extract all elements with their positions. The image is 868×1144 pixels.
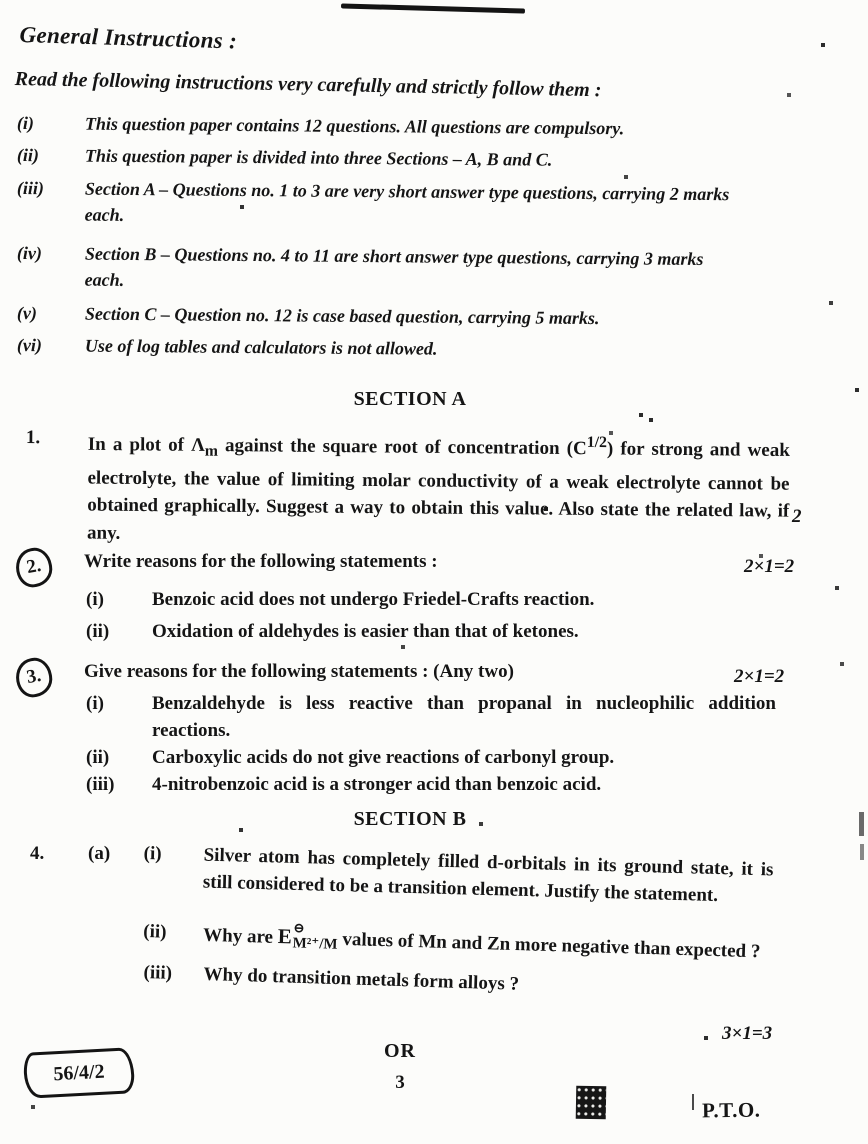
scan-artifact-line bbox=[341, 3, 525, 13]
sub-question bbox=[143, 908, 789, 966]
instruction-text: This question paper is divided into three Sections – A, B and C. bbox=[84, 145, 553, 170]
marks-label: 3×1=3 bbox=[722, 1023, 773, 1044]
instruction-number: (iii) bbox=[16, 177, 44, 199]
sub-question-number: (ii) bbox=[86, 621, 110, 642]
question-text-fragment: values of Mn and Zn more negative than expected ? bbox=[337, 928, 761, 963]
question-text bbox=[87, 425, 790, 553]
section-a-title: SECTION A bbox=[353, 388, 467, 410]
sub-question-text: 4-nitrobenzoic acid is a stronger acid than benzoic acid. bbox=[152, 774, 602, 795]
or-separator: OR bbox=[384, 1040, 416, 1062]
instruction-text: Use of log tables and calculators is not allowed. bbox=[84, 335, 438, 359]
question-part-label: (a) bbox=[88, 843, 111, 864]
concentration-exponent: 1/2 bbox=[586, 433, 608, 452]
scan-edge-mark bbox=[859, 812, 864, 836]
e-symbol: E bbox=[277, 923, 293, 949]
lambda-subscript: m bbox=[204, 442, 218, 460]
circled-question-number: 2. bbox=[13, 545, 55, 590]
electrode-couple-subscript: M²⁺/M bbox=[292, 935, 338, 953]
standard-electrode-potential-formula bbox=[277, 922, 338, 953]
question-number: 1. bbox=[25, 426, 41, 449]
sub-question bbox=[86, 586, 594, 613]
sub-question-text: Why do transition metals form alloys ? bbox=[203, 963, 520, 995]
sub-question-number: (iii) bbox=[143, 961, 173, 984]
general-instructions-title: General Instructions : bbox=[19, 22, 238, 54]
question-stem: Give reasons for the following statements : (Any two) bbox=[84, 661, 514, 682]
question-4-subparts bbox=[142, 840, 789, 995]
instruction-text: This question paper contains 12 questions. All questions are compulsory. bbox=[84, 113, 625, 139]
sub-question-number: (i) bbox=[86, 589, 104, 610]
instruction-number: (ii) bbox=[16, 144, 39, 166]
instruction-number: (iv) bbox=[16, 242, 42, 264]
instruction-number: (i) bbox=[16, 112, 34, 134]
sub-question bbox=[143, 959, 789, 1006]
instruction-item bbox=[17, 300, 745, 332]
sub-question-number: (i) bbox=[86, 693, 104, 714]
question-2 bbox=[22, 548, 438, 587]
instruction-text: Section B – Questions no. 4 to 11 are short answer type questions, carrying 3 marks each. bbox=[84, 243, 704, 290]
sub-question-number: (ii) bbox=[142, 920, 167, 943]
e-symbol-scripts bbox=[292, 922, 338, 952]
lambda-symbol: Λ bbox=[191, 434, 205, 456]
question-number bbox=[22, 548, 84, 587]
sub-question-text: Silver atom has completely filled d-orbitals in its ground state, it is still considered to be a transition element. Justify the statement. bbox=[202, 844, 774, 907]
scan-edge-mark bbox=[860, 844, 864, 860]
sub-question-text: Oxidation of aldehydes is easier than that of ketones. bbox=[152, 621, 579, 642]
instructions-subtitle: Read the following instructions very carefully and strictly follow them : bbox=[14, 68, 602, 102]
question-text-fragment: ) for strong and weak electrolyte, the value of limiting molar conductivity of a weak electrolyte cannot be obtained graphically. Suggest a way to obtain this value. Also state the related law, if any. bbox=[86, 438, 790, 544]
marks-label: 2×1=2 bbox=[744, 556, 795, 577]
sub-question bbox=[86, 744, 614, 771]
instruction-item bbox=[17, 240, 745, 298]
instruction-item bbox=[17, 332, 745, 364]
page-number: 3 bbox=[395, 1072, 405, 1093]
sub-question-text: Carboxylic acids do not give reactions of carbonyl group. bbox=[152, 747, 615, 768]
scan-artifact-dash bbox=[692, 1094, 694, 1110]
instruction-item bbox=[17, 142, 745, 174]
marks-label: 2 bbox=[792, 506, 802, 527]
sub-question-number: (i) bbox=[143, 842, 162, 865]
sub-question-number: (iii) bbox=[86, 774, 115, 795]
instruction-item bbox=[17, 175, 745, 233]
scan-noise-specks bbox=[0, 0, 2, 2]
standard-state-symbol: ⊖ bbox=[292, 921, 306, 937]
sub-question-text: Benzaldehyde is less reactive than propanal in nucleophilic addition reactions. bbox=[152, 693, 776, 741]
pto-label: P.T.O. bbox=[701, 1097, 761, 1123]
sub-question bbox=[86, 618, 579, 645]
marks-label: 2×1=2 bbox=[734, 666, 785, 687]
sub-question bbox=[86, 771, 601, 798]
question-number bbox=[22, 658, 84, 697]
question-number: 4. bbox=[30, 843, 45, 864]
sub-question-text: Benzoic acid does not undergo Friedel-Crafts reaction. bbox=[152, 589, 595, 610]
instruction-item bbox=[17, 110, 745, 142]
section-b-title: SECTION B bbox=[353, 808, 467, 830]
circled-question-number: 3. bbox=[13, 655, 55, 700]
sub-question-number: (ii) bbox=[86, 747, 110, 768]
sub-question bbox=[143, 840, 789, 911]
instruction-text: Section A – Questions no. 1 to 3 are very short answer type questions, carrying 2 marks each. bbox=[84, 178, 730, 225]
question-text-fragment: Why are bbox=[202, 924, 279, 948]
stamp-mark bbox=[576, 1086, 607, 1120]
instruction-number: (vi) bbox=[16, 334, 42, 356]
question-1 bbox=[25, 424, 790, 553]
sub-question bbox=[86, 690, 776, 744]
paper-code-badge: 56/4/2 bbox=[23, 1047, 135, 1099]
instruction-text: Section C – Question no. 12 is case based question, carrying 5 marks. bbox=[84, 303, 600, 329]
question-stem: Write reasons for the following statements : bbox=[84, 551, 438, 572]
sub-question-text bbox=[203, 920, 789, 966]
instruction-number: (v) bbox=[16, 302, 37, 324]
question-text-fragment: In a plot of bbox=[87, 433, 192, 456]
question-4 bbox=[30, 840, 789, 995]
question-text-fragment: against the square root of concentration (C bbox=[217, 435, 587, 460]
